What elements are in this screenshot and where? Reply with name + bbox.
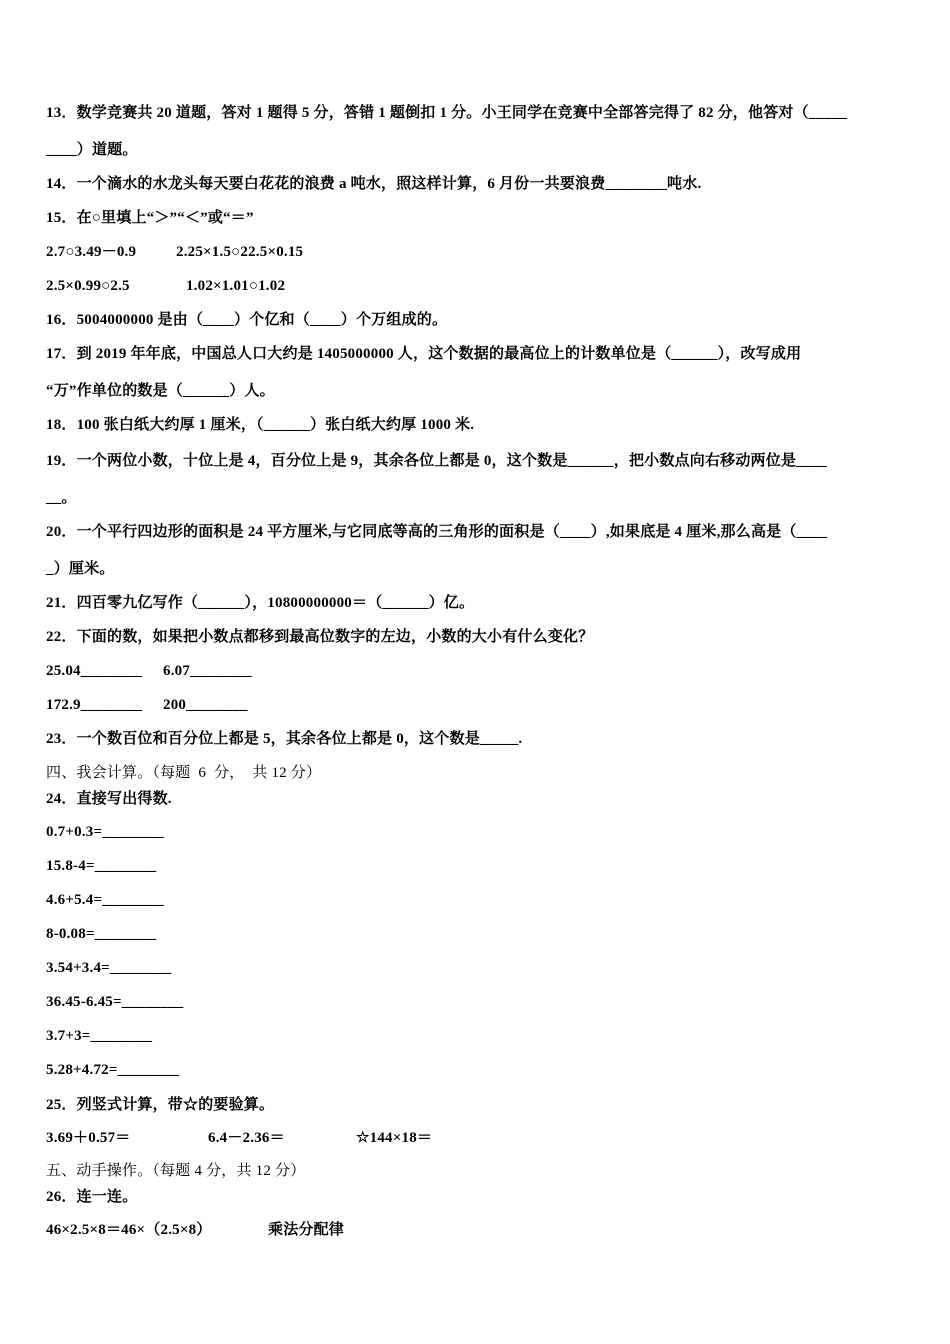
question-26: 26．连一连。 bbox=[46, 1189, 138, 1205]
question-24-item-5: 3.54+3.4=________ bbox=[46, 960, 172, 976]
question-25-item-3: ☆144×18＝ bbox=[356, 1130, 433, 1146]
section-4-heading: 四、我会计算。（每题 6 分， 共 12 分） bbox=[46, 765, 322, 781]
question-19-line-2: __。 bbox=[46, 490, 77, 506]
question-18: 18．100 张白纸大约厚 1 厘米，（______）张白纸大约厚 1000 米. bbox=[46, 417, 475, 433]
question-16: 16．5004000000 是由（____）个亿和（____）个万组成的。 bbox=[46, 312, 448, 328]
question-19-line-1: 19．一个两位小数，十位上是 4，百分位上是 9，其余各位上都是 0，这个数是______，把小数点向右移动两位是____ bbox=[46, 453, 827, 469]
question-20-line-2: _）厘米。 bbox=[46, 561, 115, 577]
question-13-line-2: ____）道题。 bbox=[46, 142, 138, 158]
question-22-row-1-left: 25.04________ bbox=[46, 663, 143, 679]
question-17-line-1: 17．到 2019 年年底，中国总人口大约是 1405000000 人，这个数据的最高位上的计数单位是（______），改写成用 bbox=[46, 346, 802, 362]
question-24: 24．直接写出得数. bbox=[46, 791, 172, 807]
question-24-item-7: 3.7+3=________ bbox=[46, 1028, 153, 1044]
question-15-row-2-left: 2.5×0.99○2.5 bbox=[46, 278, 130, 294]
question-20-line-1: 20．一个平行四边形的面积是 24 平方厘米,与它同底等高的三角形的面积是（____）,如果底是 4 厘米,那么高是（____ bbox=[46, 524, 828, 540]
question-22: 22．下面的数，如果把小数点都移到最高位数字的左边，小数的大小有什么变化？ bbox=[46, 629, 594, 645]
question-14: 14．一个滴水的水龙头每天要白花花的浪费 a 吨水，照这样计算，6 月份一共要浪费________吨水. bbox=[46, 176, 702, 192]
question-23: 23．一个数百位和百分位上都是 5，其余各位上都是 0，这个数是_____. bbox=[46, 731, 523, 747]
question-24-item-3: 4.6+5.4=________ bbox=[46, 892, 164, 908]
question-21: 21．四百零九亿写作（______），10800000000＝（______）亿。 bbox=[46, 595, 475, 611]
question-25: 25．列竖式计算，带☆的要验算。 bbox=[46, 1097, 275, 1113]
question-24-item-4: 8-0.08=________ bbox=[46, 926, 157, 942]
question-13-line-1: 13．数学竞赛共 20 道题，答对 1 题得 5 分，答错 1 题倒扣 1 分。小王同学在竞赛中全部答完得了 82 分，他答对（_____ bbox=[46, 105, 848, 121]
question-26-expression: 46×2.5×8＝46×（2.5×8） bbox=[46, 1222, 212, 1238]
question-15-row-1-right: 2.25×1.5○22.5×0.15 bbox=[176, 244, 304, 260]
question-22-row-2-right: 200________ bbox=[163, 697, 248, 713]
question-17-line-2: “万”作单位的数是（______）人。 bbox=[46, 383, 275, 399]
question-26-law-label: 乘法分配律 bbox=[268, 1222, 345, 1238]
question-24-item-2: 15.8-4=________ bbox=[46, 858, 157, 874]
question-15-row-2-right: 1.02×1.01○1.02 bbox=[186, 278, 286, 294]
question-24-item-6: 36.45-6.45=________ bbox=[46, 994, 184, 1010]
question-25-item-2: 6.4－2.36＝ bbox=[208, 1130, 285, 1146]
question-24-item-8: 5.28+4.72=________ bbox=[46, 1062, 180, 1078]
question-22-row-1-right: 6.07________ bbox=[163, 663, 252, 679]
question-24-item-1: 0.7+0.3=________ bbox=[46, 824, 164, 840]
question-15: 15．在○里填上“＞”“＜”或“＝” bbox=[46, 210, 254, 226]
question-15-row-1-left: 2.7○3.49－0.9 bbox=[46, 244, 137, 260]
section-5-heading: 五、动手操作。（每题 4 分，共 12 分） bbox=[46, 1163, 306, 1179]
question-22-row-2-left: 172.9________ bbox=[46, 697, 143, 713]
question-25-item-1: 3.69＋0.57＝ bbox=[46, 1130, 131, 1146]
